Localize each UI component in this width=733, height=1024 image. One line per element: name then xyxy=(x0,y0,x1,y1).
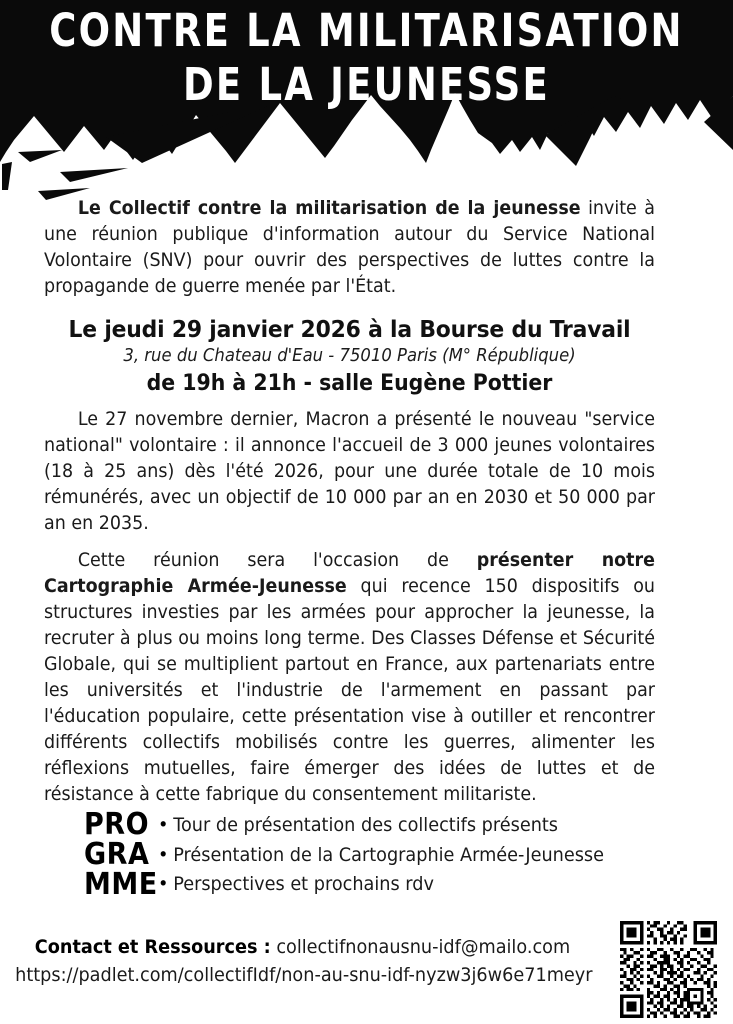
programme-word-line-2: GRA xyxy=(84,836,150,872)
list-item xyxy=(158,811,604,841)
torn-edge-graphic xyxy=(0,0,733,205)
intro-rest: invite à une réunion publique d'information autour du Service National Volontaire (SNV) pour ouvrir des perspectives de luttes contre la propagande de guerre menée par l'État. xyxy=(44,198,655,297)
programme-list xyxy=(158,811,627,900)
paragraph-spacer xyxy=(44,537,655,548)
poster-body xyxy=(44,196,655,808)
bullet-icon: • xyxy=(158,844,169,866)
padlet-url[interactable]: https://padlet.com/collectifIdf/non-au-snu-idf-nyzw3j6w6e71meyr xyxy=(15,965,593,986)
programme-item-text: Perspectives et prochains rdv xyxy=(173,874,434,895)
intro-bold-lead: Le Collectif contre la militarisation de la jeunesse xyxy=(77,198,581,219)
cartographie-bold: présenter notre Cartographie Armée-Jeunesse xyxy=(44,550,655,597)
paragraph-cartographie xyxy=(44,548,655,808)
list-item xyxy=(158,870,604,900)
title-line-2: DE LA JEUNESSE xyxy=(183,58,550,111)
cartographie-part2: qui recence 150 dispositifs ou structures investies par les armées pour approcher la jeunesse, la recruter à plus ou moins long terme. Des Classes Défense et Sécurité Globale, qui se multiplient partout en France, aux partenariats entre les universités et l'industrie de l'armement en passant par l'éducation populaire, cette présentation vise à outiller et rencontrer différents collectifs mobilisés contre les guerres, alimenter les réflexions mutuelles, faire émerger des idées de luttes et de résistance à cette fabrique du consentement militariste. xyxy=(44,576,655,805)
contact-line xyxy=(15,934,590,962)
event-time-room: de 19h à 21h - salle Eugène Pottier xyxy=(146,371,553,396)
programme-word-line-3: MME xyxy=(84,866,158,902)
programme-word-line-1: PRO xyxy=(84,806,150,842)
programme-item-text: Tour de présentation des collectifs présents xyxy=(173,815,559,836)
bullet-icon: • xyxy=(158,815,169,836)
poster-header xyxy=(0,0,733,200)
programme-item-text: Présentation de la Cartographie Armée-Jeunesse xyxy=(173,844,604,866)
title-line-1: CONTRE LA MILITARISATION xyxy=(49,4,684,57)
footer-contact xyxy=(0,934,605,990)
qr-code[interactable] xyxy=(620,921,717,1018)
event-details xyxy=(44,314,655,399)
cartographie-part1: Cette réunion sera l'occasion de xyxy=(77,550,477,571)
paragraph-macron: Le 27 novembre dernier, Macron a présenté le nouveau "service national" volontaire : il annonce l'accueil de 3 000 jeunes volontaires (18 à 25 ans) dès l'été 2026, pour une durée totale de 10 mois rémunérés, avec un objectif de 10 000 par an en 2030 et 50 000 par an en 2035. xyxy=(44,409,656,534)
event-address: 3, rue du Chateau d'Eau - 75010 Paris (M° République) xyxy=(123,346,576,366)
event-date-venue: Le jeudi 29 janvier 2026 à la Bourse du Travail xyxy=(68,315,631,343)
qr-code-image[interactable] xyxy=(620,921,717,1018)
list-item xyxy=(158,841,604,871)
contact-email[interactable]: collectifnonausnu-idf@mailo.com xyxy=(276,937,571,958)
bullet-icon: • xyxy=(158,874,169,895)
programme-section xyxy=(0,806,733,926)
intro-paragraph xyxy=(44,196,655,300)
contact-label: Contact et Ressources : xyxy=(34,937,271,958)
